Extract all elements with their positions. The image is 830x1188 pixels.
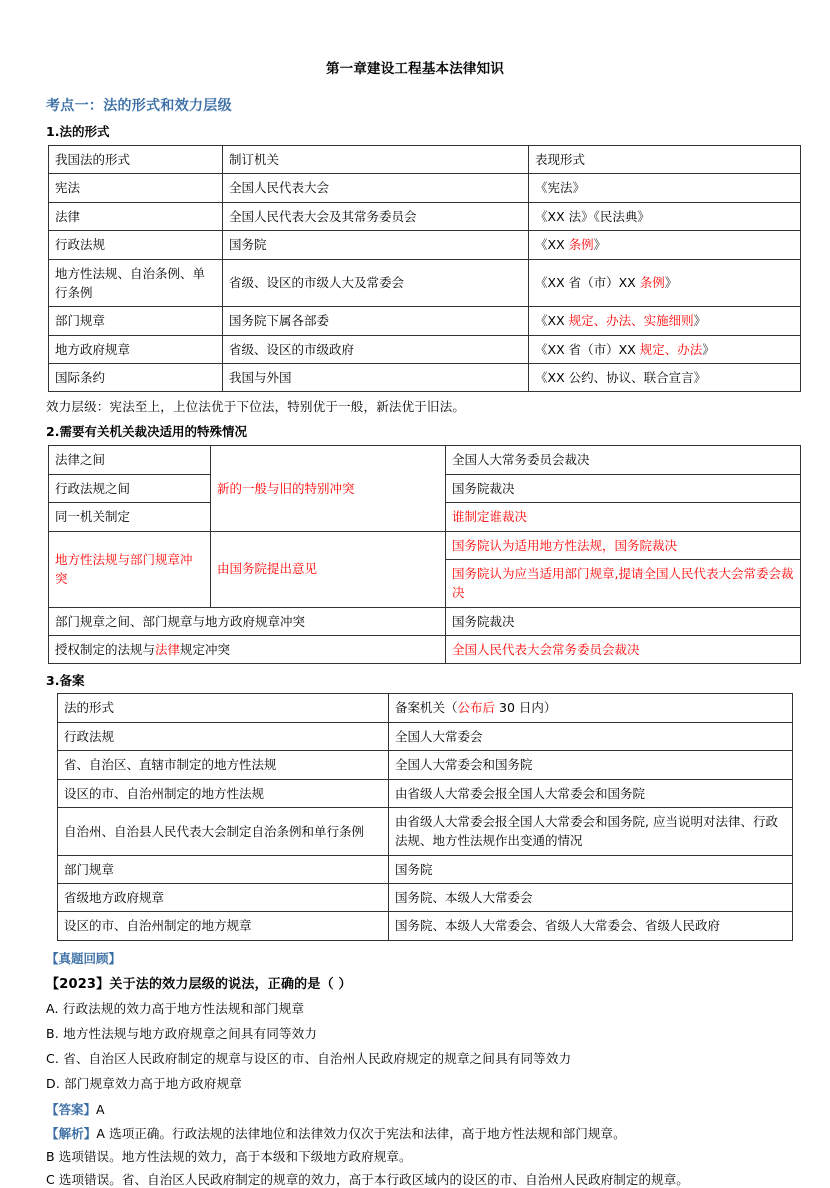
table-row [49, 636, 801, 664]
cell-conflict-type: 部门规章之间、部门规章与地方政府规章冲突 [49, 607, 446, 635]
explanation-tag: 【解析】 [46, 1125, 97, 1141]
table-row [49, 335, 801, 363]
cell-organ: 省级、设区的市级政府 [223, 335, 529, 363]
cell-filing-organ: 国务院、本级人大常委会、省级人大常委会、省级人民政府 [389, 912, 793, 940]
table-row [58, 912, 793, 940]
table-row [49, 307, 801, 335]
table-row [49, 446, 801, 474]
adjudication-table [48, 445, 801, 664]
explanation-line-b: B 选项错误。地方性法规的效力，高于本级和下级地方政府规章。 [46, 1148, 412, 1164]
cell-adjudicator: 国务院认为适用地方性法规，国务院裁决 [446, 531, 801, 559]
expr-prefix: 《XX 省（市）XX [535, 341, 640, 357]
question-text: 【2023】关于法的效力层级的说法，正确的是（ ） [46, 976, 352, 992]
cell-adjudicator: 谁制定谁裁决 [446, 503, 801, 531]
cell-form: 国际条约 [49, 364, 223, 392]
filing-table [57, 693, 793, 940]
cell-conflict-type: 行政法规之间 [49, 474, 211, 502]
review-tag: 【真题回顾】 [46, 950, 122, 966]
cell-form: 行政法规 [49, 231, 223, 259]
explanation-first-line: A 选项正确。行政法规的法律地位和法律效力仅次于宪法和法律，高于地方性法规和部门规章。 [96, 1125, 626, 1141]
cell-form: 省级地方政府规章 [58, 884, 389, 912]
conflict-suffix: 规定冲突 [180, 642, 231, 657]
expr-prefix: 《XX [535, 237, 569, 253]
cell-adjudicator: 全国人民代表大会常务委员会裁决 [446, 636, 801, 664]
option-b: B. 地方性法规与地方政府规章之间具有同等效力 [46, 1025, 318, 1041]
column-header-expression: 表现形式 [529, 146, 801, 174]
cell-form: 部门规章 [58, 855, 389, 883]
expr-highlight: 规定、办法 [639, 341, 703, 357]
conflict-prefix: 授权制定的法规与 [55, 642, 156, 657]
cell-filing-organ: 全国人大常委会和国务院 [389, 751, 793, 779]
column-header-form: 我国法的形式 [49, 146, 223, 174]
expr-suffix: 》 [693, 313, 707, 329]
cell-organ: 我国与外国 [223, 364, 529, 392]
cell-form: 部门规章 [49, 307, 223, 335]
section-heading: 考点一：法的形式和效力层级 [46, 98, 232, 114]
cell-expression: 《XX 法》《民法典》 [529, 202, 801, 230]
cell-form: 地方政府规章 [49, 335, 223, 363]
cell-expression: 《宪法》 [529, 174, 801, 202]
law-forms-table [48, 145, 801, 392]
cell-form: 自治州、自治县人民代表大会制定自治条例和单行条例 [58, 807, 389, 855]
cell-filing-organ: 国务院 [389, 855, 793, 883]
subsection-heading-1: 1.法的形式 [46, 124, 110, 139]
effect-level-note: 效力层级：宪法至上，上位法优于下位法，特别优于一般，新法优于旧法。 [46, 399, 466, 415]
table-row [49, 202, 801, 230]
table-row [58, 855, 793, 883]
answer-row [46, 1092, 830, 1118]
cell-expression [529, 259, 801, 307]
cell-expression [529, 231, 801, 259]
cell-adjudicator: 国务院认为应当适用部门规章,提请全国人民代表大会常委会裁决 [446, 559, 801, 607]
expr-highlight: 规定、办法、实施细则 [568, 313, 694, 329]
expr-suffix: 》 [664, 275, 678, 291]
expr-prefix: 《XX 省（市）XX [535, 275, 640, 291]
table-2-wrapper [0, 440, 830, 664]
column-header-filing-organ [389, 694, 793, 722]
column-header-organ: 制订机关 [223, 146, 529, 174]
cell-organ: 全国人民代表大会 [223, 174, 529, 202]
table-header-row [49, 146, 801, 174]
table-row [58, 722, 793, 750]
table-row [49, 259, 801, 307]
table-1-wrapper [0, 140, 830, 392]
subsection-heading-2: 2.需要有关机关裁决适用的特殊情况 [46, 424, 247, 440]
table-row [49, 231, 801, 259]
cell-conflict-type: 法律之间 [49, 446, 211, 474]
subsection-heading-3: 3.备案 [46, 673, 85, 689]
column-header-form: 法的形式 [58, 694, 389, 722]
expr-suffix: 》 [702, 341, 715, 357]
expr-prefix: 《XX [535, 313, 569, 329]
table-header-row [58, 694, 793, 722]
cell-organ: 省级、设区的市级人大及常委会 [223, 259, 529, 307]
cell-filing-organ: 由省级人大常委会报全国人大常委会和国务院, 应当说明对法律、行政法规、地方性法规作出变通的情况 [389, 807, 793, 855]
table-row [49, 364, 801, 392]
cell-conflict-type: 地方性法规与部门规章冲突 [49, 531, 211, 607]
cell-form: 设区的市、自治州制定的地方规章 [58, 912, 389, 940]
cell-expression [529, 335, 801, 363]
explanation-line-c: C 选项错误。省、自治区人民政府制定的规章的效力，高于本行政区域内的设区的市、自治州人民政府制定的规章。 [46, 1171, 689, 1187]
page-title: 第一章建设工程基本法律知识 [325, 61, 505, 77]
table-3-wrapper [0, 689, 830, 940]
table-row [58, 751, 793, 779]
answer-tag: 【答案】 [46, 1101, 97, 1117]
cell-adjudicator: 国务院裁决 [446, 607, 801, 635]
table-row [49, 607, 801, 635]
header-suffix: 30 日内） [495, 700, 557, 716]
cell-organ: 全国人民代表大会及其常务委员会 [223, 202, 529, 230]
table-row [58, 884, 793, 912]
expr-highlight: 条例 [568, 237, 594, 253]
cell-form: 设区的市、自治州制定的地方性法规 [58, 779, 389, 807]
cell-organ: 国务院下属各部委 [223, 307, 529, 335]
cell-form: 法律 [49, 202, 223, 230]
cell-filing-organ: 国务院、本级人大常委会 [389, 884, 793, 912]
table-row [58, 779, 793, 807]
cell-expression: 《XX 公约、协议、联合宣言》 [529, 364, 801, 392]
cell-form: 省、自治区、直辖市制定的地方性法规 [58, 751, 389, 779]
option-a: A. 行政法规的效力高于地方性法规和部门规章 [46, 1000, 305, 1016]
cell-form: 行政法规 [58, 722, 389, 750]
option-d: D. 部门规章效力高于地方政府规章 [46, 1075, 242, 1091]
cell-expression [529, 307, 801, 335]
table-row [58, 807, 793, 855]
table-row [49, 174, 801, 202]
explanation-row [46, 1118, 830, 1142]
cell-form: 地方性法规、自治条例、单行条例 [49, 259, 223, 307]
cell-conflict-type: 同一机关制定 [49, 503, 211, 531]
cell-adjudicator: 全国人大常务委员会裁决 [446, 446, 801, 474]
table-row [49, 531, 801, 559]
cell-filing-organ: 由省级人大常委会报全国人大常委会和国务院 [389, 779, 793, 807]
cell-conflict-condition: 新的一般与旧的特别冲突 [211, 446, 446, 531]
cell-organ: 国务院 [223, 231, 529, 259]
cell-filing-organ: 全国人大常委会 [389, 722, 793, 750]
answer-value: A [96, 1101, 105, 1117]
header-prefix: 备案机关（ [395, 700, 458, 716]
header-highlight: 公布后 [457, 700, 496, 716]
cell-form: 宪法 [49, 174, 223, 202]
real-question-review-block [0, 941, 830, 1188]
cell-adjudicator: 国务院裁决 [446, 474, 801, 502]
cell-conflict-condition: 由国务院提出意见 [211, 531, 446, 607]
conflict-highlight: 法律 [155, 642, 181, 657]
expr-highlight: 条例 [639, 275, 665, 291]
option-c: C. 省、自治区人民政府制定的规章与设区的市、自治州人民政府规定的规章之间具有同等效力 [46, 1050, 572, 1066]
expr-suffix: 》 [593, 237, 607, 253]
cell-conflict-type [49, 636, 446, 664]
